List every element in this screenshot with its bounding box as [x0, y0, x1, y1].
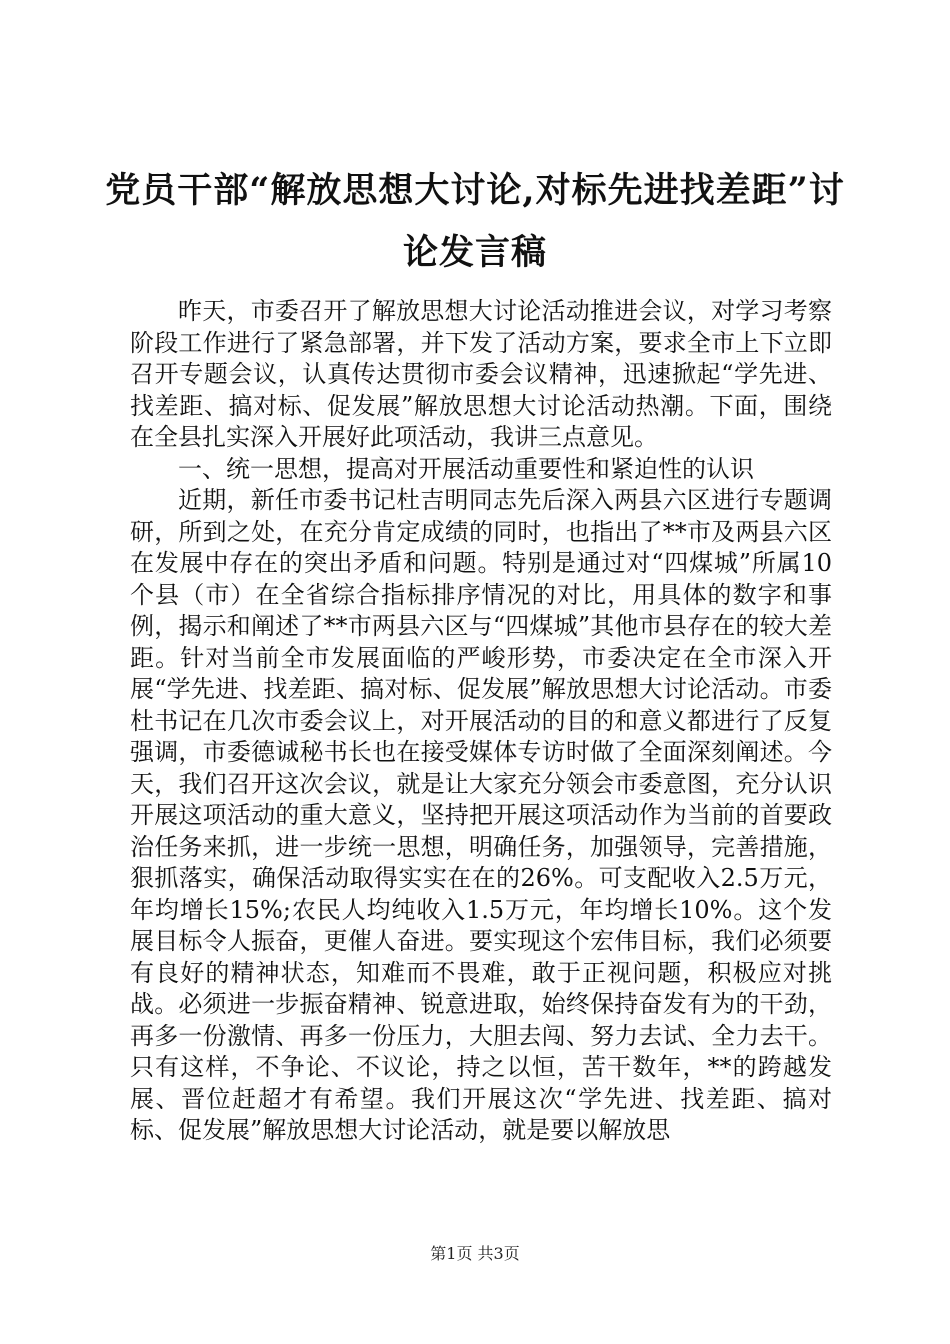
document-body: [130, 296, 832, 1147]
document-title: 党员干部“解放思想大讨论,对标先进找差距”讨论发言稿: [105, 170, 845, 273]
page-number-footer: 第1页 共3页: [430, 1244, 520, 1263]
paragraph-main: 近期，新任市委书记杜吉明同志先后深入两县六区进行专题调研，所到之处，在充分肯定成绩的同时，也指出了**市及两县六区在发展中存在的突出矛盾和问题。特别是通过对“四煤城”所属10个县（市）在全省综合指标排序情况的对比，用具体的数字和事例，揭示和阐述了**市两县六区与“四煤城”其他市县存在的较大差距。针对当前全市发展面临的严峻形势，市委决定在全市深入开展“学先进、找差距、搞对标、促发展”解放思想大讨论活动。市委杜书记在几次市委会议上，对开展活动的目的和意义都进行了反复强调，市委德诚秘书长也在接受媒体专访时做了全面深刻阐述。今天，我们召开这次会议，就是让大家充分领会市委意图，充分认识开展这项活动的重大意义，坚持把开展这项活动作为当前的首要政治任务来抓，进一步统一思想，明确任务，加强领导，完善措施，狠抓落实，确保活动取得实实在在的26%。可支配收入2.5万元，年均增长15%;农民人均纯收入1.5万元，年均增长10%。这个发展目标令人振奋，更催人奋进。要实现这个宏伟目标，我们必须要有良好的精神状态，知难而不畏难，敢于正视问题，积极应对挑战。必须进一步振奋精神、锐意进取，始终保持奋发有为的干劲，再多一份激情、再多一份压力，大胆去闯、努力去试、全力去干。只有这样，不争论、不议论，持之以恒，苦干数年，**的跨越发展、晋位赶超才有希望。我们开展这次“学先进、找差距、搞对标、促发展”解放思想大讨论活动，就是要以解放思: [130, 486, 832, 1144]
paragraph-intro: 昨天，市委召开了解放思想大讨论活动推进会议，对学习考察阶段工作进行了紧急部署，并下发了活动方案，要求全市上下立即召开专题会议，认真传达贯彻市委会议精神，迅速掀起“学先进、找差距、搞对标、促发展”解放思想大讨论活动热潮。下面，围绕在全县扎实深入开展好此项活动，我讲三点意见。: [130, 297, 832, 451]
paragraph-section-heading: 一、统一思想，提高对开展活动重要性和紧迫性的认识: [178, 454, 754, 483]
